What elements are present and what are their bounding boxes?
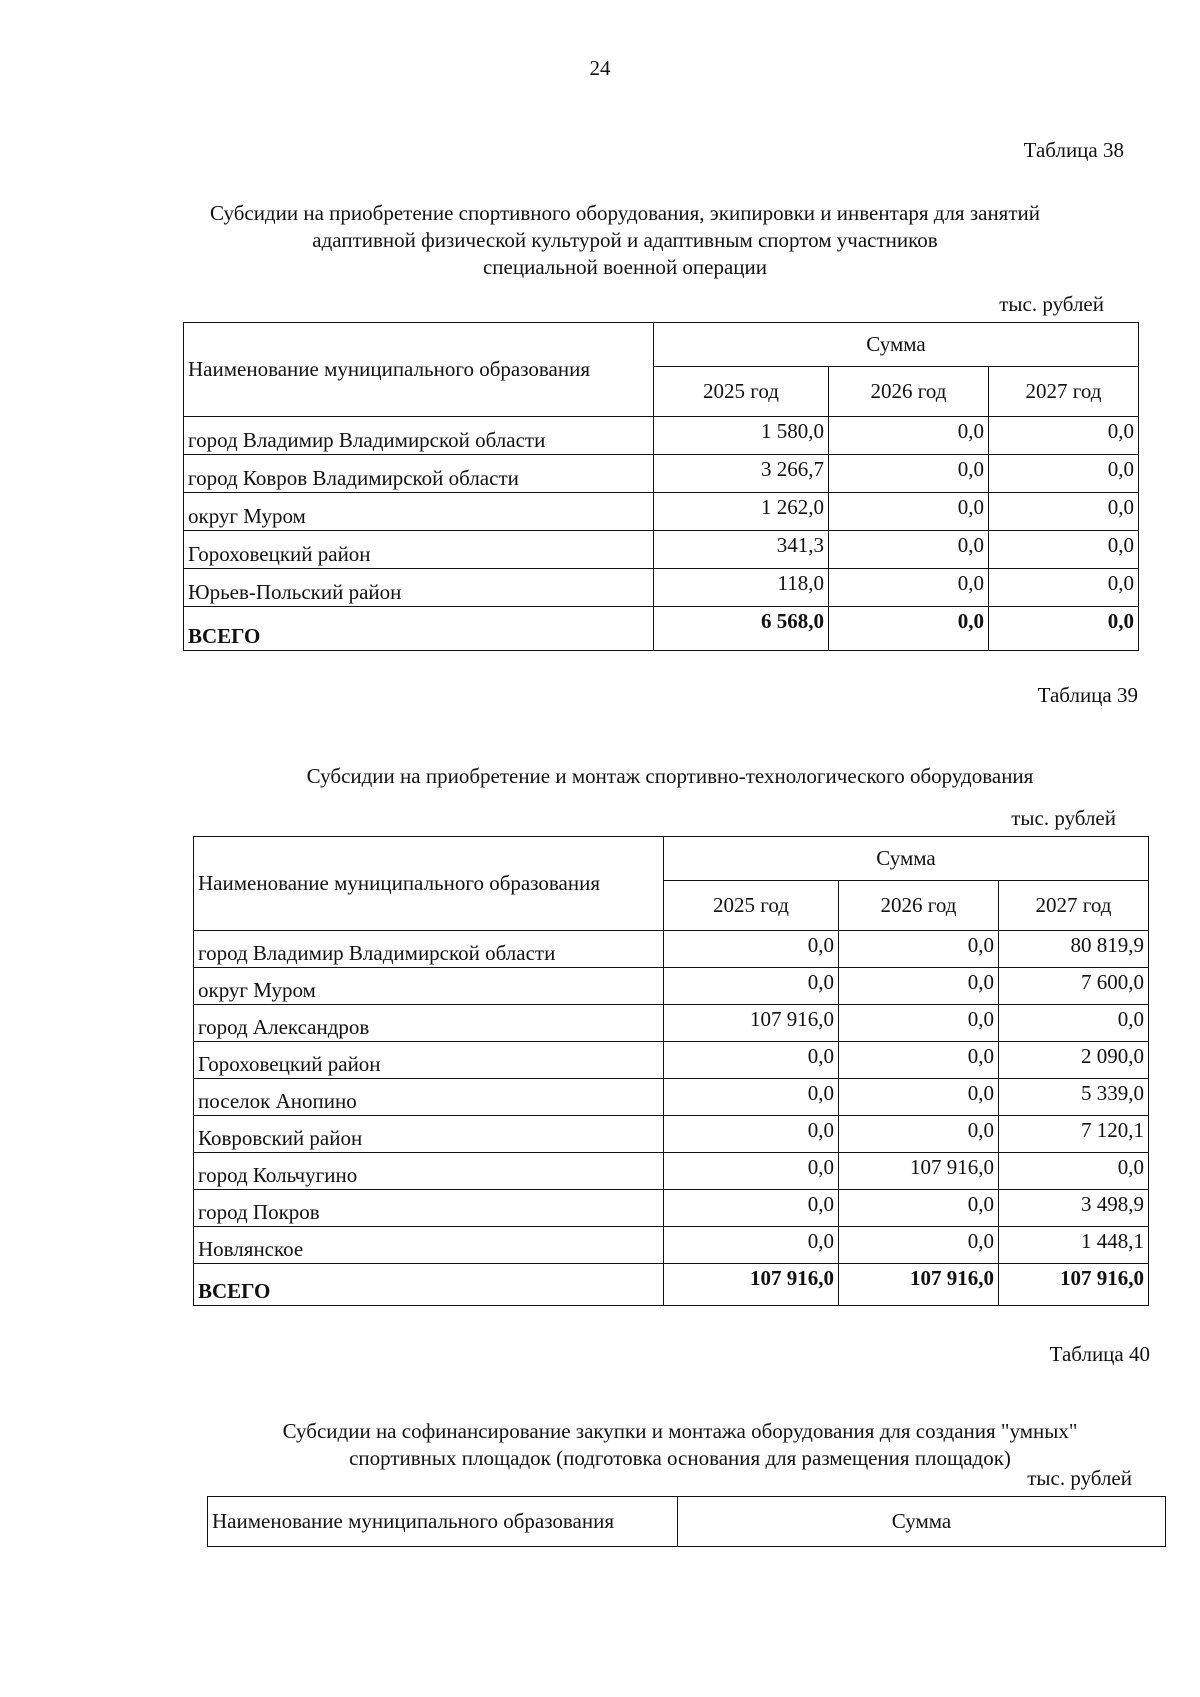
table-38-header-sum: Сумма: [654, 323, 1139, 367]
table-row: [184, 531, 1139, 569]
cell-2025: 1 580,0: [654, 417, 829, 455]
total-2027: 0,0: [989, 607, 1139, 651]
cell-2027: 0,0: [999, 1005, 1149, 1042]
cell-2027: 0,0: [989, 569, 1139, 607]
cell-2025: 0,0: [664, 1116, 839, 1153]
row-name: город Покров: [194, 1190, 664, 1227]
total-2027: 107 916,0: [999, 1264, 1149, 1306]
table-38-title: [150, 200, 1100, 281]
total-2025: 107 916,0: [664, 1264, 839, 1306]
row-name: поселок Анопино: [194, 1079, 664, 1116]
table-39-unit: тыс. рублей: [1011, 806, 1116, 830]
cell-2027: 5 339,0: [999, 1079, 1149, 1116]
cell-2026: 0,0: [839, 1042, 999, 1079]
table-38-unit: тыс. рублей: [999, 292, 1104, 316]
table-row: [194, 1079, 1149, 1116]
cell-2025: 0,0: [664, 1227, 839, 1264]
row-name: город Владимир Владимирской области: [194, 931, 664, 968]
table-row: [194, 1042, 1149, 1079]
total-2025: 6 568,0: [654, 607, 829, 651]
table-39-title-line-1: Субсидии на приобретение и монтаж спортивно-технологического оборудования: [306, 764, 1034, 788]
cell-2026: 0,0: [829, 569, 989, 607]
row-name: город Ковров Владимирской области: [184, 455, 654, 493]
table-row: [194, 1153, 1149, 1190]
cell-2025: 0,0: [664, 1190, 839, 1227]
table-38-header-2025: 2025 год: [654, 367, 829, 417]
page-number: 24: [589, 56, 611, 80]
table-39-label: Таблица 39: [1037, 683, 1138, 707]
table-39-header-sum: Сумма: [664, 837, 1149, 881]
cell-2027: 1 448,1: [999, 1227, 1149, 1264]
table-row: [194, 1005, 1149, 1042]
table-40-header-name: Наименование муниципального образования: [208, 1497, 678, 1547]
table-39-title: [200, 763, 1140, 790]
cell-2027: 2 090,0: [999, 1042, 1149, 1079]
table-row: [184, 493, 1139, 531]
table-38-label: Таблица 38: [1023, 138, 1124, 162]
cell-2027: 7 600,0: [999, 968, 1149, 1005]
cell-2025: 341,3: [654, 531, 829, 569]
cell-2026: 0,0: [839, 1079, 999, 1116]
row-name: город Александров: [194, 1005, 664, 1042]
table-total-row: [194, 1264, 1149, 1306]
cell-2026: 0,0: [839, 1005, 999, 1042]
table-38-header-2027: 2027 год: [989, 367, 1139, 417]
table-38-title-line-2: адаптивной физической культурой и адаптивным спортом участников: [312, 228, 938, 252]
cell-2027: 0,0: [989, 493, 1139, 531]
cell-2025: 0,0: [664, 968, 839, 1005]
table-row: [194, 1116, 1149, 1153]
cell-2027: 0,0: [989, 417, 1139, 455]
table-38-title-line-1: Субсидии на приобретение спортивного оборудования, экипировки и инвентаря для занятий: [209, 201, 1040, 225]
total-2026: 0,0: [829, 607, 989, 651]
cell-2026: 0,0: [839, 1227, 999, 1264]
cell-2025: 0,0: [664, 1153, 839, 1190]
row-name: Гороховецкий район: [194, 1042, 664, 1079]
row-name: Гороховецкий район: [184, 531, 654, 569]
table-40-unit: тыс. рублей: [1027, 1466, 1132, 1490]
cell-2027: 3 498,9: [999, 1190, 1149, 1227]
cell-2026: 0,0: [839, 931, 999, 968]
row-name: округ Муром: [184, 493, 654, 531]
table-row: [194, 968, 1149, 1005]
cell-2026: 0,0: [839, 1190, 999, 1227]
cell-2025: 118,0: [654, 569, 829, 607]
cell-2026: 0,0: [829, 531, 989, 569]
table-40: [207, 1496, 1166, 1547]
row-name: округ Муром: [194, 968, 664, 1005]
cell-2027: 0,0: [989, 455, 1139, 493]
row-name: город Кольчугино: [194, 1153, 664, 1190]
cell-2026: 0,0: [829, 417, 989, 455]
cell-2026: 0,0: [839, 968, 999, 1005]
row-name: город Владимир Владимирской области: [184, 417, 654, 455]
row-name: Ковровский район: [194, 1116, 664, 1153]
table-total-row: [184, 607, 1139, 651]
cell-2025: 3 266,7: [654, 455, 829, 493]
cell-2025: 0,0: [664, 1042, 839, 1079]
table-39-header-2026: 2026 год: [839, 881, 999, 931]
cell-2026: 0,0: [829, 455, 989, 493]
cell-2025: 1 262,0: [654, 493, 829, 531]
table-40-title-line-1: Субсидии на софинансирование закупки и монтажа оборудования для создания "умных": [282, 1419, 1078, 1443]
total-2026: 107 916,0: [839, 1264, 999, 1306]
total-label: ВСЕГО: [184, 607, 654, 651]
table-39-header-2027: 2027 год: [999, 881, 1149, 931]
cell-2025: 0,0: [664, 931, 839, 968]
cell-2027: 80 819,9: [999, 931, 1149, 968]
table-row: [194, 1227, 1149, 1264]
table-38-header-name: Наименование муниципального образования: [184, 323, 654, 417]
table-row: [184, 417, 1139, 455]
table-row: [184, 569, 1139, 607]
cell-2026: 107 916,0: [839, 1153, 999, 1190]
cell-2027: 0,0: [999, 1153, 1149, 1190]
cell-2027: 7 120,1: [999, 1116, 1149, 1153]
cell-2025: 107 916,0: [664, 1005, 839, 1042]
table-40-label: Таблица 40: [1049, 1342, 1150, 1366]
table-39: [193, 836, 1149, 1306]
table-39-header-2025: 2025 год: [664, 881, 839, 931]
table-row: [184, 455, 1139, 493]
table-39-header-name: Наименование муниципального образования: [194, 837, 664, 931]
table-38-title-line-3: специальной военной операции: [482, 255, 768, 279]
cell-2026: 0,0: [839, 1116, 999, 1153]
table-row: [194, 1190, 1149, 1227]
table-38-header-2026: 2026 год: [829, 367, 989, 417]
table-row: [194, 931, 1149, 968]
cell-2026: 0,0: [829, 493, 989, 531]
cell-2025: 0,0: [664, 1079, 839, 1116]
total-label: ВСЕГО: [194, 1264, 664, 1306]
row-name: Юрьев-Польский район: [184, 569, 654, 607]
table-38: [183, 322, 1139, 651]
row-name: Новлянское: [194, 1227, 664, 1264]
table-40-title-line-2: спортивных площадок (подготовка основания для размещения площадок): [349, 1446, 1011, 1470]
cell-2027: 0,0: [989, 531, 1139, 569]
table-40-header-sum: Сумма: [678, 1497, 1166, 1547]
table-40-title: [200, 1418, 1160, 1472]
